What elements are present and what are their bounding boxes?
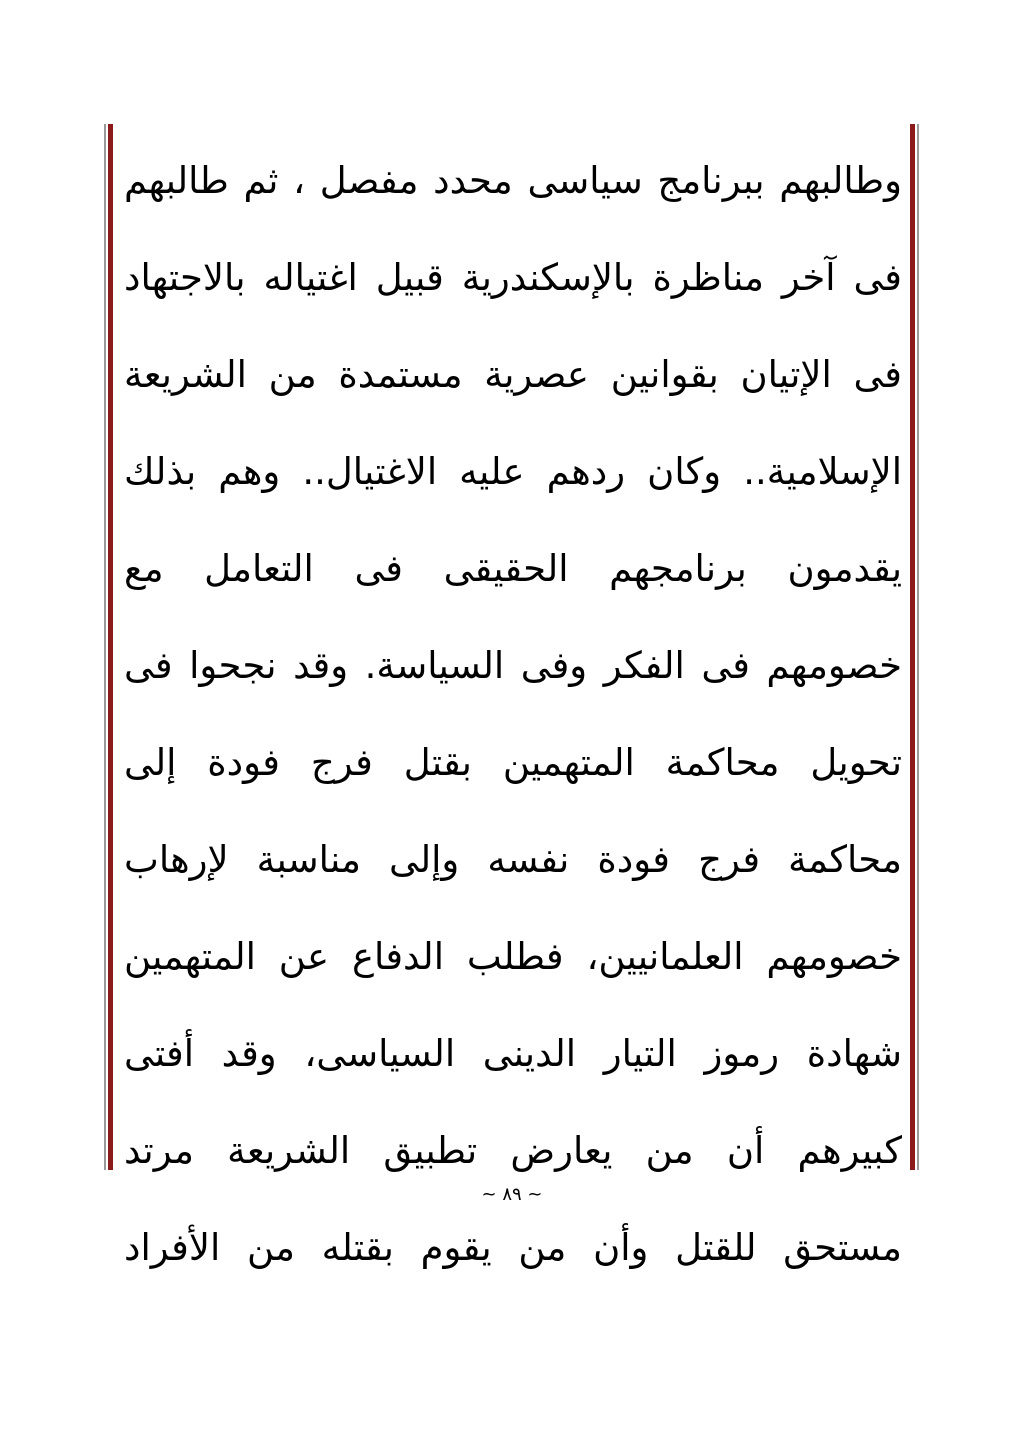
text-line: خصومهم فى الفكر وفى السياسة. وقد نجحوا فى xyxy=(124,644,902,687)
right-border-rule xyxy=(910,124,919,1170)
body-text xyxy=(124,132,902,1296)
text-line: فى آخر مناظرة بالإسكندرية قبيل اغتياله بالاجتهاد xyxy=(124,256,902,299)
text-line: فى الإتيان بقوانين عصرية مستمدة من الشريعة xyxy=(124,353,902,396)
text-line: محاكمة فرج فودة نفسه وإلى مناسبة لإرهاب xyxy=(124,838,902,881)
text-line: يقدمون برنامجهم الحقيقى فى التعامل مع xyxy=(124,547,902,590)
left-border-rule xyxy=(104,124,113,1170)
text-line: خصومهم العلمانيين، فطلب الدفاع عن المتهمين xyxy=(124,935,902,978)
text-line: الإسلامية.. وكان ردهم عليه الاغتيال.. وهم بذلك xyxy=(124,450,902,493)
text-line: مستحق للقتل وأن من يقوم بقتله من الأفراد xyxy=(124,1226,902,1269)
text-line: شهادة رموز التيار الدينى السياسى، وقد أفتى xyxy=(124,1032,902,1075)
text-line: تحويل محاكمة المتهمين بقتل فرج فودة إلى xyxy=(124,741,902,784)
page-number: ~ ٨٩ ~ xyxy=(481,1184,543,1205)
text-line: كبيرهم أن من يعارض تطبيق الشريعة مرتد xyxy=(124,1129,902,1172)
text-line: وطالبهم ببرنامج سياسى محدد مفصل ، ثم طالبهم xyxy=(124,159,902,202)
